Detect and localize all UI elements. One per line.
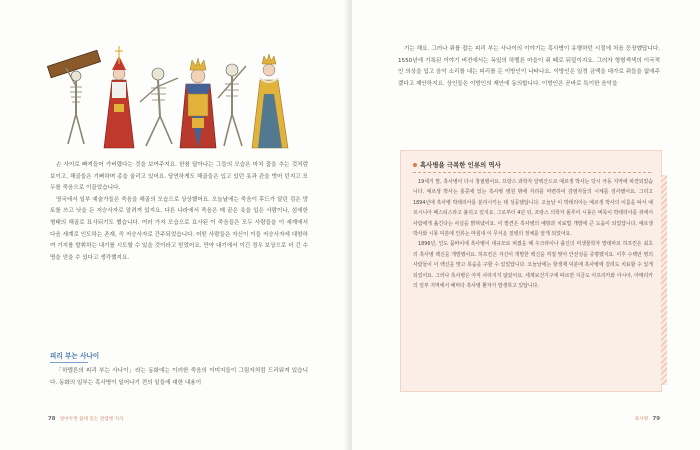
sidebar-box-title: 흑사병을 극복한 인류의 역사 xyxy=(413,160,501,169)
king-figure xyxy=(180,58,216,148)
paragraph: 손 사이로 빠져들어 가버렸다는 것을 보여주지요. 한참 달아나는 그들의 모습은 마치 춤을 추는 것처럼 보이고, 해골들은 기뻐하며 종을 울리고 있어요. 당연하게도 해골들은 입고 있던 옷과 관을 벗어 던지고 모두를 죽음으로 이끌었습니다. xyxy=(50,162,308,192)
paragraph: 「하멜른의 피리 부는 사나이」라는 동화에는 이러한 죽음의 이미지들이 그림자처럼 드리워져 있습니다. 동화의 일부는 흑사병이 일어나기 전의 일들에 대한 내용이 xyxy=(50,368,308,386)
left-body-text xyxy=(50,160,308,264)
page-number: 78 xyxy=(48,416,56,422)
right-page xyxy=(352,0,700,450)
paragraph: 19세기 말, 흑사병이 다시 창궐했어요. 프랑스 과학자 알렉산드르 예르생 박사는 당시 극동 지역에 파견되었습니다. 예르생 박사는 홍콩에 있는 흑사병 병원 밖에 자리를 마련하여 감염자들의 시체를 검사했어요. 그리고 1894년에 흑사병 박테리아를 분리시키는 데 성공했답니다. 오늘날 이 박테리아는 예르생 박사의 이름을 따서 예르시니아 페스티스라고 불리고 있지요. 그로부터 4년 뒤, 프랑스 의학자 폴루이 시몽은 벼룩이 박테리아를 쥐에서 사람에게 옮긴다는 사실을 밝혀냈어요. 이 발견은 흑사병의 예방과 치료법 개발에 큰 도움이 되었답니다. 예르생 박사와 시몽 덕분에 인류는 마침내 이 무서운 질병의 정체를 알게 되었어요. xyxy=(413,179,653,238)
left-section-text xyxy=(50,366,308,389)
right-body-text xyxy=(398,44,660,90)
paragraph: 기는 해요. 그러나 쥐를 잡는 피리 부는 사나이의 이야기는 흑사병이 유행하던 시절에 처음 등장했답니다. 1550년에 기록된 이야기 버전에서는 독일의 하멜른 마을이 쥐 떼로 뒤덮이지요. 그러자 형형색색의 이국적인 의상을 입고 음악 소리를 내는 피리를 든 이방인이 나타나요. 이방인은 일정 금액을 대가로 쥐들을 없애주겠다고 제안하지요. 상인들은 이방인의 제안에 동의합니다. 이방인은 곧바로 특이한 음악을 xyxy=(398,46,660,87)
danse-macabre-illustration xyxy=(46,44,296,152)
queen-figure xyxy=(252,54,288,148)
page-number: 79 xyxy=(652,416,660,422)
sidebar-box-text xyxy=(413,177,653,291)
paragraph: 영국에서 일부 예술가들은 죽음을 해골의 모습으로 상상했어요. 오늘날에는 죽음이 후드가 달린 검은 망토를 쓰고 낫을 든 저승사자로 알려져 있지요. 다른 나라에서 죽음은 매 끝은 옷을 입은 사람이나, 섬세한 형태의 해골로 묘사되기도 했습니다. 여러 가지 모습으로 묘사된 이 죽음들은 모두 사람들을 이 세계에서 다음 세계로 인도하는 존재, 즉 저승사자로 간주되었습니다. 어떤 사람들은 자신이 이들 저승사자에 대항하여 기지를 발휘하는 내기를 시도할 수 있을 것이라고 믿었어요. 만약 내기에서 이긴 경우 보상으로 더 긴 수명을 얻을 수 있다고 생각했지요. xyxy=(50,196,308,261)
running-head: 흑사병 xyxy=(634,417,649,422)
skeleton-figure xyxy=(218,64,246,146)
left-page xyxy=(0,0,348,450)
right-folio xyxy=(635,416,660,422)
paragraph: 1896년, 인도 뭄바이에 흑사병이 대규모로 퍼졌을 때 우크라이나 출신의 미생물학자 발데마르 하프킨은 최초의 흑사병 백신을 개발했어요. 하프킨은 자신이 개발한 백신을 직접 맞아 안전성을 증명했지요. 이후 수백만 명의 사람들이 이 백신을 맞고 목숨을 구할 수 있었답니다. 오늘날에는 항생제 덕분에 흑사병에 걸려도 치료할 수 있게 되었어요. 그러나 흑사병은 아직 사라지지 않았어요. 세계보건기구에 따르면 지금도 아프리카와 아시아, 아메리카의 일부 지역에서 해마다 흑사병 환자가 발생하고 있답니다. xyxy=(413,241,653,290)
sidebar-box-divider xyxy=(413,172,651,173)
sidebar-box xyxy=(400,150,662,392)
coffin-bearer-skeleton xyxy=(47,50,100,144)
section-heading-rule xyxy=(50,362,88,363)
section-heading xyxy=(50,350,99,363)
section-heading-text: 피리 부는 사나이 xyxy=(50,352,100,360)
dancing-skeleton xyxy=(140,68,178,146)
running-head: 알아두면 쓸데 있는 전염병 지식 xyxy=(59,417,124,422)
left-folio xyxy=(48,416,124,422)
cardinal-figure xyxy=(104,46,134,148)
sidebar-box-stripe xyxy=(661,175,667,385)
